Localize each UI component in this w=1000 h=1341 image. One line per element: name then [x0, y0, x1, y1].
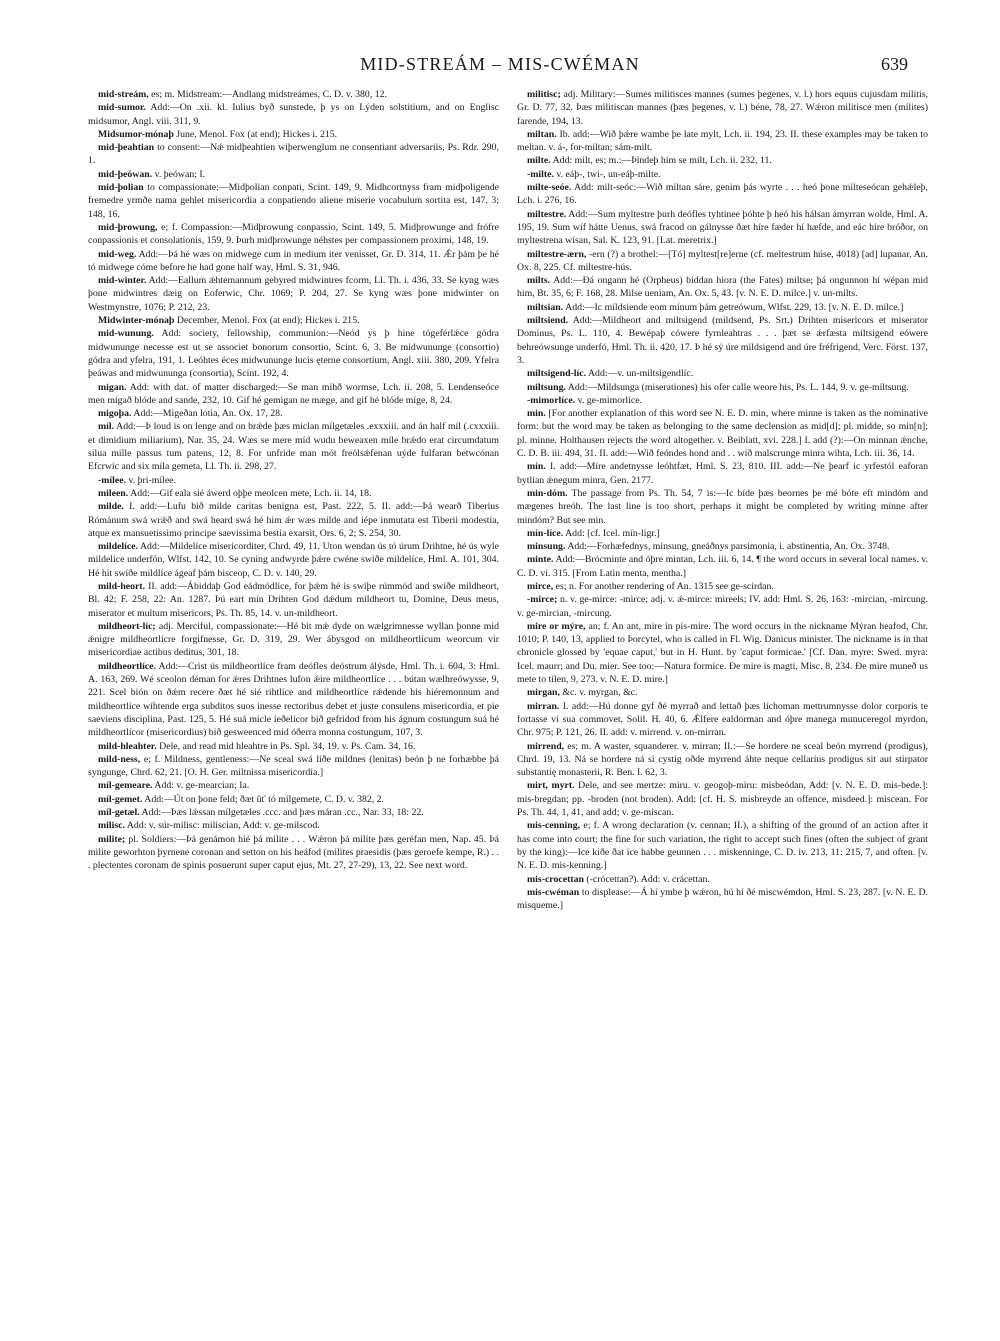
entry-text: I. add:—Míre andetnysse leóhtfæt, Hml. S. 23, 810. III. add:—Ne þearf ic yrfestól eaforan bytlian ǽnegum mínra, Gen. 2177.: [517, 461, 928, 486]
entry-headword: miltsian.: [527, 301, 564, 313]
entry-headword: mín.: [527, 461, 546, 473]
entry-headword: mid-þolian: [98, 182, 144, 194]
entry-text: adj. Merciful, compassionate:—Hé bit mǽ dyde on wælgrimnesse wyllan þonne mid ǽnigre mildheortlícre forgifnesse, Gr. D. 319, 29. Wer ábysgod on mildheortlícum weorcum vir misericordiae actibus deditus, 301, 18.: [88, 620, 499, 659]
dictionary-entry: [88, 474, 499, 487]
entry-headword: Midsumor-mónaþ: [98, 128, 174, 140]
entry-text: an; f. An ant, mire in pis-mire. The word occurs in the nickname Mýran heafod, Chr. 1010; P. 140, 13, applied to Þorcytel, who is called in Fl. Wig. Danicus minister. The nickname is in that chronicle glossed by 'equae caput,' but in H. Hunt. by 'caput formicae.' [Cf. Dan. myre: Swed. myra: Icel. maurr; and Du. mier. See too:—Natura formice. Ðe mire is magti, Misc. 8, 234. Ðe mire muneð us mete to tilen, 9, 273. v. N. E. D. mire.]: [517, 620, 928, 686]
dictionary-entry: [88, 580, 499, 620]
entry-text: Add:—Þá hé wæs on midwege cum in medium iter venisset, Gr. D. 314, 11. Ǽr þám þe hé tó midwege cóme before he had gone half way, Hml. S. 31, 946.: [88, 248, 499, 273]
dictionary-entry: [88, 420, 499, 473]
dictionary-entry: [517, 540, 928, 553]
dictionary-entry: [88, 141, 499, 168]
entry-text: Add:—Ic mildsiende eom mínum þám getreówum, Wlfst. 229, 13. [v. N. E. D. milce.]: [565, 301, 904, 313]
entry-text: Add: [cf. Icel. mín-ligr.]: [565, 527, 660, 539]
dictionary-entry: [88, 833, 499, 873]
entry-text: Add:—Mildheort and miltsigend (mildsend, Ps. Srt.) Drihten misericors et miserator Dominus, Ps. L. 110, 4. Bewépaþ cówere fyrnleahtras . . . þæt se ǽrfæsta miltsigend eówere behreówsunge underfó, Hml. Th. ii. 420, 17. Þ hé sý úre mildsigend and úre fréfrigend, Verc. Först. 137, 3.: [517, 315, 928, 366]
entry-headword: mid-weg.: [98, 248, 137, 260]
entry-headword: migan.: [98, 381, 127, 393]
dictionary-entry: [88, 779, 499, 792]
dictionary-entry: [88, 314, 499, 327]
entry-text: Add:—Mildelíce misericorditer, Chrd. 49, 11. Uton wendan ús tó úrum Drihtne, hé ús wyle mildelíce underfón, Wlfst. 142, 10. Se cyning andwyrde þǽre cwéne swíðe mildelíce, Hml. A. 101, 304. Hé hit swíðe mildlíce ágeaf þám bisceop, C. D. v. 140, 29.: [88, 541, 499, 579]
dictionary-entry: [517, 128, 928, 155]
entry-text: Add:—Út on þone feld; ðæt ûť tó mílgemete, C. D. v. 382, 2.: [144, 793, 385, 805]
entry-text: Add: v. súr-milisc: miliscian, Add: v. ge-milscod.: [126, 820, 320, 832]
entry-text: e; f. A wrong declaration (v. cennan; II.), a shifting of the ground of an action after it has come into court; the fine for such variation, the right to accept such fines (often the subject of grant by the king):—Ice kiðe ðat ice habbe geunnen . . . miskenninge, C. D. iv. 213, 11: 215, 7, and often. [v. N. E. D. mis-kenning.]: [517, 820, 928, 872]
entry-headword: -mirce;: [527, 594, 558, 606]
entry-text: Add: with dat. of matter discharged:—Se man mihð wormse, Lch. ii. 208, 5. Lendenseóce men mígað blóde and sande, 232, 10. Gif hé gemigan ne mæge, and gif hé blóde míge, 8, 24.: [88, 381, 499, 406]
entry-text: v. þri-mílee.: [128, 474, 176, 486]
dictionary-entry: [517, 686, 928, 699]
dictionary-entry: [517, 620, 928, 686]
entry-text: Add:—Þ loud is on lenge and on brǽde þæs miclan mílgetæles .exxxiii. and án half míl (.cxxxiii. et dimidium miliarium), Nar. 35, 24. Wæs se mere míd wudu beweaxen míle brǽdo erat circumdatum silua mille passus tum patens, 12, 8. For unfride man mót freólsǽfenan uýde fulfaran betwcónan Efcrwíc and six míla gemeta, Ll. Th. ii. 298, 27.: [88, 421, 499, 473]
entry-text: Add:—Forhæfednys, minsung, gneáðnys parsimonia, i. abstinentia, An. Ox. 3748.: [567, 541, 890, 553]
entry-text: Add:—Eallum ǽhtemannum gebyred midwintres fcorm, Ll. Th. i. 436, 33. Se kyng wæs þone midwintres dæig on Eoferwic, Chr. 1069; P. 204, 27. Se kyng wæs þone midwinter on Westmynstre, 1076; P. 212, 23.: [88, 275, 499, 313]
dictionary-entry: [88, 101, 499, 128]
entry-headword: minte.: [527, 554, 554, 566]
entry-text: Add: milt, es; m.:—Þindeþ him se milt, Lch. ii. 232, 11.: [552, 155, 772, 167]
entry-text: es; m. Midstream:—Andlang midstreámes, C. D. v. 380, 12.: [151, 89, 387, 100]
dictionary-entry: [517, 181, 928, 208]
entry-headword: mid-winter.: [98, 275, 147, 287]
entry-headword: milte.: [527, 155, 551, 167]
page-number: 639: [881, 54, 908, 74]
dictionary-entry: [517, 487, 928, 527]
dictionary-entry: [517, 154, 928, 167]
dictionary-entry: [517, 367, 928, 380]
dictionary-entry: [517, 553, 928, 580]
dictionary-entry: [517, 819, 928, 872]
dictionary-entry: [517, 527, 928, 540]
entry-text: Add:—Gif eala sié áwerd oþþe meolcen mete, Lch. ii. 14, 18.: [130, 487, 372, 499]
entry-headword: mildheort-líc;: [98, 620, 156, 632]
entry-text: adj. Military:—Sumes militisces mannes (sumes þegenes, v. l.) hors equus cujusdam militis, Gr. D. 77, 32. Þæs militiscan mannes (þæs þegenes, v. l.) béne, 78, 27. Wǽron militisce men (milites) farende, 194, 13.: [517, 89, 928, 127]
dictionary-entry: [517, 886, 928, 913]
entry-headword: milisc.: [98, 820, 125, 832]
entry-headword: Midwinter-mónaþ: [98, 315, 175, 327]
entry-headword: mid-sumor.: [98, 102, 146, 114]
dictionary-entry: [517, 779, 928, 819]
dictionary-entry: [517, 740, 928, 780]
entry-text: es; n. For another rendering of An. 1315 see ge-scirdan.: [555, 580, 774, 592]
entry-text: I. add:—Lufu bið milde caritas benigna est, Past. 222, 5. II. add:—Þá wearð Tiberius Rómánum swá wrǽð and swá heard swá hé him ǽr wæs milde and iépe inmutata est Tiberii modestia, atque ex mansuetissimo principe saevissima bestia exarsit, Ors. 6, 2; S. 254, 30.: [88, 501, 499, 539]
entry-text: Add:—Ðá ongann hé (Orpheus) biddan hiora (the Fates) miltse; þá ongunnon hí wépan mid him, Bt. 35, 6; F. 168, 28. Milse ueniam, An. Ox. 5, 43. [v. N. E. D. milce.] v. un-milts.: [517, 275, 928, 300]
entry-text: The passage from Ps. Th. 54, 7 is:—Ic bíde þæs beornes þe mé bóte eft mindóm and mægenes hreóh. The last line is too short, perhaps it might be completed by writing mínne after mindóm? But see min.: [517, 487, 928, 526]
entry-text: Add:—Brócminte and óþre mintan, Lch. iii. 6, 14. ¶ the word occurs in several local names. v. C. D. vi. 315. [From Latin menta, mentha.]: [517, 554, 928, 579]
dictionary-entry: [88, 740, 499, 753]
entry-text: (-crócettan?). Add: v. crácettan.: [586, 873, 710, 885]
dictionary-entry: [88, 753, 499, 780]
entry-text: Dele, and see mertze: miru. v. geogoþ-miru: misbeódan, Add: [v. N. E. D. mis-bede.]: mis-bregdan; pp. -broden (not broden). Add: [cf. H. S. misbreyde an offence, misdeed.]: miscean. For Ps. Th. 44, 1, 41, and add; v. ge-miscan.: [517, 780, 928, 819]
entry-headword: -milte.: [527, 168, 554, 180]
entry-headword: mileen.: [98, 487, 129, 499]
entry-headword: mirt, myrt.: [527, 780, 575, 792]
entry-headword: miltsung.: [527, 381, 566, 393]
entry-headword: miltestre-ærn,: [527, 248, 587, 260]
entry-headword: míl.: [98, 421, 115, 433]
entry-headword: miltan.: [527, 128, 557, 140]
entry-headword: mirce,: [527, 580, 554, 592]
dictionary-entry: [517, 593, 928, 620]
entry-headword: míl-getæl.: [98, 807, 140, 819]
entry-headword: mid-þeówan.: [98, 168, 153, 180]
entry-text: Add: milt-seóc:—Wið miltan sáre, genim þás wyrte . . . heó þone milteseócan gehǽleþ, Lch. i. 276, 16.: [517, 182, 928, 207]
entry-columns: [88, 88, 928, 1313]
dictionary-entry: [88, 274, 499, 314]
running-title: MID-STREÁM – MIS-CWÉMAN: [360, 54, 640, 74]
dictionary-entry: [88, 248, 499, 275]
entry-text: v. þeówan; I.: [154, 168, 206, 180]
dictionary-entry: [517, 248, 928, 275]
dictionary-entry: [88, 221, 499, 248]
entry-headword: mildelíce.: [98, 541, 138, 553]
entry-headword: -mílee.: [98, 474, 127, 486]
dictionary-entry: [517, 301, 928, 314]
entry-headword: mild-ness,: [98, 753, 141, 765]
dictionary-entry: [88, 181, 499, 221]
entry-text: to displease:—Á hí ymbe þ wǽron, hú hí ðé miscwémdon, Hml. S. 23, 287. [v. N. E. D. misqueme.]: [517, 886, 928, 912]
entry-text: Ib. add:—Wið þǽre wambe þe late mylt, Lch. ii. 194, 23. II. these examples may be taken to meltan. v. á-, for-miltan; sám-milt.: [517, 128, 928, 154]
dictionary-entry: [88, 487, 499, 500]
dictionary-entry: [517, 208, 928, 248]
entry-headword: míl-gemet.: [98, 793, 143, 805]
entry-text: e; f. Mildness, gentleness:—Ne sceal swá líðe mildnes (lenitas) beón þ ne forhæbbe þá syngunge, Chrd. 62, 21. [O. H. Ger. miltnissa misericordia.]: [88, 753, 499, 779]
entry-text: v. ge-mimorlíce.: [577, 394, 642, 406]
dictionary-entry: [88, 500, 499, 540]
entry-text: [For another explanation of this word see N. E. D. min, where minne is taken as the nominative form: but the word may be taken as belonging to the same declension as mid[d]; pl. midde, so min[n]; pl. minne. Holthausen rejects the word altogether. v. Beiblatt, xvi. 228.] I. add (?):—On minnan ǽnche, C. D. B. iii. 494, 31. II. add:—Wið feóndes hond and . . wið malscrunge minra wihta, Lch. iii. 36, 14.: [517, 408, 928, 460]
entry-headword: mild-hleahter.: [98, 740, 157, 752]
entry-text: to compassionate:—Midþolian conpati, Scint. 149, 9. Midhcortnyss fram midþoligende fremedre yrmðe nama gehlet misericordia a conpatiendo aliene miserie vocabulum sortita est, 147, 3; 148, 16.: [88, 182, 499, 220]
entry-text: June, Menol. Fox (at end); Hickes i. 215.: [176, 128, 338, 140]
entry-text: Add:—Migeðan lotia, An. Ox. 17, 28.: [133, 408, 283, 420]
entry-headword: milite;: [98, 833, 126, 845]
entry-text: Add:—Þæs lǽssan mílgetæles .ccc. and þæs máran .cc., Nar. 33, 18: 22.: [141, 807, 424, 819]
entry-text: v. eáþ-, twi-, un-eáþ-milte.: [556, 168, 661, 180]
entry-headword: mire or mýre,: [527, 620, 586, 632]
dictionary-entry: [517, 88, 928, 128]
entry-text: I. add:—Hú donne gyf ðé myrrað and lettað þæs líchoman mettrumnysse dolor corporis te fortasse vi sua commovet, Solil. H. 40, 6. Ǽlfere ealdorman and óþre manega munuceregol myrdon, Chr. 975; P. 121, 26. II. add: v. mirrend. v. on-mirran.: [517, 700, 928, 739]
dictionary-entry: [517, 168, 928, 181]
entry-headword: mis-cwéman: [527, 886, 580, 898]
entry-text: &c. v. myrgan, &c.: [562, 687, 638, 699]
dictionary-entry: [88, 819, 499, 832]
entry-text: Dele, and read mid hleahtre in Ps. Spl. 34, 19. v. Ps. Cam. 34, 16.: [159, 740, 416, 752]
entry-headword: mirrend,: [527, 740, 565, 752]
entry-text: Add:—v. un-miltsigendlíc.: [587, 368, 694, 380]
dictionary-entry: [88, 381, 499, 408]
entry-text: to consent:—Nǽ midþeahtien wiþerwenglum ne consentiant adversariis, Ps. Rdr. 290, 1.: [88, 142, 499, 167]
entry-headword: mirran.: [527, 700, 560, 712]
dictionary-entry: [517, 873, 928, 886]
entry-headword: min-dóm.: [527, 487, 568, 499]
dictionary-entry: [517, 314, 928, 367]
entry-text: Add:—Mildsunga (miserationes) his ofer calle weore his, Ps. L. 144, 9. v. ge-miltsung.: [567, 381, 909, 393]
dictionary-entry: [517, 274, 928, 301]
entry-headword: mid-wunung.: [98, 328, 154, 340]
entry-headword: mín-líce.: [527, 527, 564, 539]
dictionary-entry: [88, 168, 499, 181]
entry-headword: -mimorlíce.: [527, 394, 576, 406]
entry-text: pl. Soldiers:—Þá genámon híé þá milite . . . Wǽron þá milite þæs geréfan men, Nap. 45. Þá milite geworhton þyrnene coronan and setton on his heáfod (milites praesidis (þæs geroefe kempe, R.) . . . plectentes coronam de spinis posuerunt super caput ejus, Mt. 27, 27-29), 13, 22. See next word.: [88, 833, 499, 872]
entry-text: Add:—Sum myltestre þurh deófles tyhtinee þóhte þ heó his hálsan ámyrran wolde, Hml. A. 195, 19. Sum wíf hátte Uenus, swá fracod on gálnysse ðæt híre fæder hí hæfde, and eác híre bróðor, on myltestrena wísan, Sal. K. 123, 91. [Lat. meretrix.]: [517, 208, 928, 247]
dictionary-entry: [88, 660, 499, 740]
entry-text: e; f. Compassion:—Midþrowung conpassio, Scint. 149, 5. Midþrowunge and frófre conpassionis et consolationis, 159, 9. Þurh midþrowunge néhstes per compassionem proximi, 148, 19.: [88, 221, 499, 247]
dictionary-entry: [88, 128, 499, 141]
entry-headword: mis-crocettan: [527, 873, 584, 885]
entry-headword: mildheortlíce.: [98, 660, 156, 672]
right-column: [517, 88, 928, 1313]
entry-text: n. v. ge-mirce: -mirce; adj. v. ǽ-mirce: mireels; IV. add: Hml. S. 26, 163: -mircian, -mircung. v. ge-mircian, -mircung.: [517, 594, 928, 619]
entry-headword: míl-gemeare.: [98, 780, 153, 792]
dictionary-entry: [88, 620, 499, 660]
dictionary-entry: [517, 394, 928, 407]
entry-headword: min.: [527, 408, 546, 420]
entry-text: -ern (?) a brothel:—[Tó] myltest[re]erne (cf. meltestrum húse, 4018) [ad] lupanar, An. Ox. 8, 225. Cf. miltestre-hús.: [517, 248, 928, 273]
entry-headword: mid-þrowung,: [98, 221, 158, 233]
entry-headword: milts.: [527, 275, 551, 287]
entry-headword: miltsiend.: [527, 315, 569, 327]
dictionary-entry: [88, 327, 499, 380]
dictionary-entry: [88, 540, 499, 580]
entry-headword: miltsigend-líc.: [527, 368, 587, 380]
entry-text: es; m. A waster, squanderer. v. mirran; II.:—Se hordere ne sceal beón myrrend (prodigus), Chrd. 19, 13. Ná se hordere ná sí cystig oðde myrrend áhte neque cellarius prodigus sit aut stirpator substantię monasterii, R. Ben. I. 62, 3.: [517, 740, 928, 779]
entry-headword: mis-cenning,: [527, 820, 581, 832]
dictionary-entry: [517, 460, 928, 487]
entry-headword: mirgan,: [527, 687, 560, 699]
entry-text: Add: society, fellowship, communion:—Neód ys þ hine tógeférlǽce gódra midwununge necesse est ut se associet bonorum consortio, Scint. 6, 3. Be midwununge (consortio) gódra and yfelra, 191, 1. Leóhtes éces midwununge lucis ęterne consortium, Angl. xiii. 380, 209. Yfelra þeáwas and midwununga (consortia), Scint. 192, 4.: [88, 328, 499, 380]
dictionary-entry: [517, 407, 928, 460]
dictionary-entry: [88, 793, 499, 806]
dictionary-entry: [517, 700, 928, 740]
entry-headword: migoþa.: [98, 408, 132, 420]
entry-headword: milde.: [98, 501, 124, 513]
entry-headword: minsung.: [527, 541, 566, 553]
entry-headword: milte-seóe.: [527, 182, 572, 194]
entry-headword: mid-streám,: [98, 89, 149, 100]
dictionary-entry: [88, 806, 499, 819]
entry-headword: militisc;: [527, 89, 561, 100]
left-column: [88, 88, 499, 1313]
entry-text: Add:—Crist ús mildheortlíce fram deófles deóstrum álýsde, Hml. Th. i. 604, 3: Hml. A. 163, 269. Wé sceolon déman for ǽres Drihtnes lufon ǽire mildheortlíce . . . bútan wælhreówysse, 9, 221. Scel bión on ðǽm recere ðæt hé sié rihtlíce and mildheortlíce rǽdende his hiéremonnum and mildheortlíce wíhtende erga subditos suos inesse rectoribus debet et juste consulens misericordia, et pie saeviens disciplina, Past. 125, 5. Hé suá micle íeðelícor bið gefridod from his ágnum costungum suá hé mildheortlícor (misericordius) bið gesweenced mid óðerra monna costungum, 107, 3.: [88, 660, 499, 739]
dictionary-entry: [88, 88, 499, 101]
entry-headword: mid-þeahtian: [98, 142, 155, 154]
entry-text: December, Menol. Fox (at end); Hickes i. 215.: [176, 315, 360, 327]
entry-text: Add:—On .xii. kl. Iulius byð sunstede, þ ys on Lýden solstitium, and on Englisc midsumor, Angl. viii. 311, 9.: [88, 102, 499, 127]
entry-text: Add: v. ge-mearcian; Ia.: [154, 780, 250, 792]
dictionary-entry: [517, 580, 928, 593]
entry-text: II. add:—Ábiddaþ God eádmódlíce, for þǽm hé is swíþe rúmmód and swíðe mildheort, Bl. 42; F. 258, 22: An. 1287. Þú eart mín Drihten God dǽdum mildheort tu, Domine, Deus meus, miserator et multum misericors, Ps. Th. 85, 14. v. un-mildheort.: [88, 580, 499, 619]
dictionary-entry: [88, 407, 499, 420]
entry-headword: mild-heort.: [98, 580, 146, 592]
dictionary-entry: [517, 381, 928, 394]
entry-headword: miltestre.: [527, 208, 567, 220]
